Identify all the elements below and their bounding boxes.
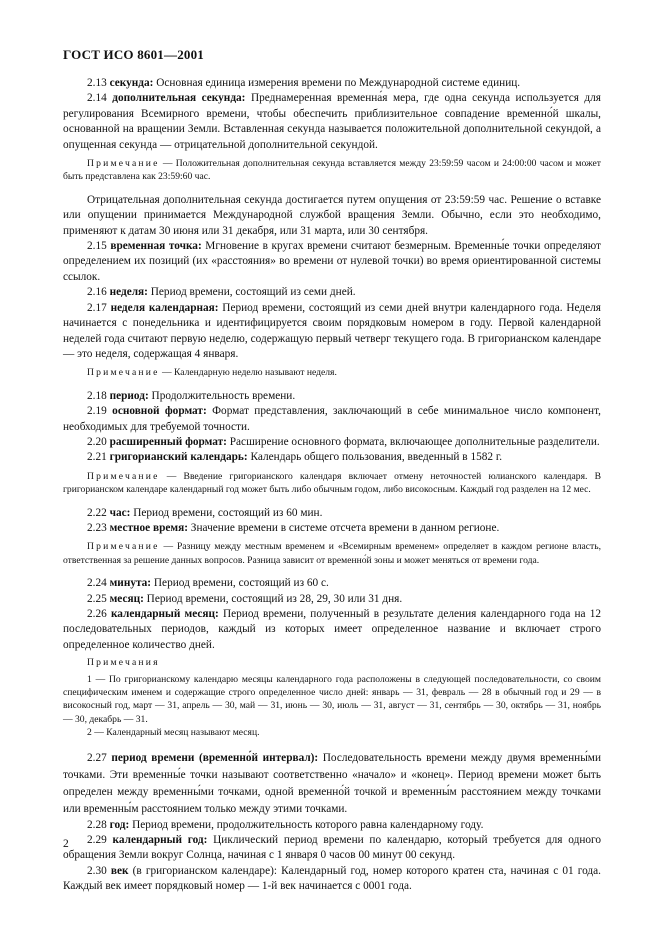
clause-text: Период времени, состоящий из 28, 29, 30 или 31 дня.: [143, 592, 403, 605]
clause-term: час:: [109, 506, 131, 519]
clause-2-17: [63, 301, 601, 363]
note-text: — Разницу между местным временем и «Всемирным временем» определяет в каждом регионе власть, ответственная за решение данных вопросов. Разница зависит от временно́й зоны и может меняться от времени года.: [63, 541, 601, 566]
clause-term: дополнительная секунда:: [112, 92, 246, 105]
clause-number: 2.29: [87, 834, 107, 847]
clause-number: 2.26: [87, 608, 107, 620]
clause-number: 2.25: [87, 592, 107, 605]
clause-term: век: [110, 864, 129, 877]
clause-2-16: [63, 285, 601, 300]
clause-2-25: [63, 592, 601, 607]
clause-term: расширенный формат:: [109, 435, 227, 448]
clause-number: 2.17: [87, 301, 107, 314]
clause-term: временная точка:: [110, 240, 202, 253]
clause-2-23: [63, 521, 601, 536]
clause-term: григорианский календарь:: [109, 451, 248, 464]
clause-term: основной формат:: [112, 405, 207, 418]
clause-2-20: [63, 435, 601, 450]
clause-term: календарный месяц:: [110, 608, 219, 620]
clause-text: Расширение основного формата, включающее дополнительные разделители.: [226, 435, 600, 448]
clause-2-26: [63, 607, 601, 653]
note-label: Примечания: [87, 657, 160, 669]
document-header: ГОСТ ИСО 8601—2001: [63, 47, 204, 62]
clause-term: год:: [109, 818, 130, 831]
note-text: — Положительная дополнительная секунда вставляется между 23:59:59 часом и 24:00:00 часом и может быть представлена как 23:59:60 час.: [63, 158, 601, 183]
clause-number: 2.24: [87, 577, 107, 590]
clause-text: Значение времени в системе отсчета времени в данном регионе.: [187, 521, 500, 534]
clause-number: 2.27: [87, 751, 107, 764]
clause-text: Период времени, состоящий из семи дней внутри календарного года. Неделя начинается с понедельника и идентифицируется своим порядковым номером в году. Первой календарной неделей года считают первую неделю, содержащую первый четверг текущего года. В григорианском календаре — это неделя, содержащая 4 января.: [63, 301, 601, 360]
clause-number: 2.30: [87, 864, 107, 877]
clause-text: Период времени, состоящий из 60 с.: [151, 577, 329, 590]
clause-text: Преднамеренная временна́я мера, где одна секунда используется для регулирования Всемирного времени, чтобы обеспечить приблизительное совпадение временно́й шкалы, основанной на вращении Земли. Вставленная секунда называется положительной дополнительной секундой, а опущенная секунда — отрицательной дополнительной секундой.: [63, 92, 602, 151]
notes-2-26-heading: [63, 656, 601, 669]
clause-term: неделя календарная:: [110, 301, 219, 314]
note-2-26-item-2: 2 — Календарный месяц называют месяц.: [87, 727, 260, 739]
clause-number: 2.18: [87, 389, 107, 402]
clause-2-19: [63, 404, 601, 435]
note-label: Примечание: [87, 367, 160, 379]
clause-text: Период времени, полученный в результате деления календарного года на 12 последовательных периодов, каждый из которых имеет определенное название и включает строго определенное количество дней.: [63, 608, 602, 651]
clause-term: период времени (временно́й интервал):: [111, 751, 319, 764]
clause-2-30: [63, 864, 601, 895]
clause-text: Циклический период времени по календарю, который требуется для одного обращения Земли вокруг Солнца, начиная с 1 января 0 часов 00 минут 00 секунд.: [63, 834, 602, 862]
clause-number: 2.28: [87, 818, 107, 831]
clause-text: Отрицательная дополнительная секунда достигается путем опущения от 23:59:59 час. Решение о вставке или опущении принимается Международной службой вращения Земли. Обычно, если это необходимо, применяют к датам 30 июня или 31 декабря, или 31 марта, или 30 сентября.: [63, 193, 601, 237]
note-2-14: [63, 157, 601, 184]
clause-2-21: [63, 450, 601, 465]
clause-number: 2.15: [87, 240, 107, 253]
clause-2-27: [63, 750, 601, 818]
clause-2-24: [63, 576, 601, 591]
note-text: — Введение григорианского календаря включает отмену неточностей юлианского календаря. В григорианском календаре календарный год может быть либо обычным годом, либо високосным. Каждый год разделен на 12 мес.: [63, 470, 601, 496]
clause-number: 2.14: [87, 92, 107, 105]
clause-term: календарный год:: [112, 834, 208, 847]
clause-term: период:: [109, 389, 149, 402]
clause-text: (в григорианском календаре): Календарный год, номер которого кратен ста, начиная с 01 года. Каждый век имеет порядковый номер — 1-й век начинается с 0001 года.: [63, 864, 601, 893]
clause-2-22: [63, 506, 601, 521]
clause-number: 2.13: [87, 77, 107, 89]
note-2-21: [63, 470, 601, 497]
note-text: — Календарную неделю называют неделя.: [159, 367, 337, 379]
document-body: [63, 76, 601, 895]
note-label: Примечание: [87, 158, 160, 170]
note-2-26-item-1: 1 — По григорианскому календарю месяцы календарного года расположены в следующей последовательности, со своим специфическим именем и содержащие строго определенное число дней: январь — 31, февраль — 28 в обычный год и 29 — в високосный год, март — 31, апрель — 30, май — 31, июнь — 30, июль — 31, август — 31, сентябрь — 30, октябрь — 31, ноябрь — 30, декабрь — 31.: [63, 673, 601, 725]
clause-2-28: [63, 818, 601, 833]
clause-term: секунда:: [109, 77, 154, 89]
clause-text: Мгновение в кругах времени считают безмерным. Временны́е точки определяют определением их позиций (их «расстояния» во времени от нулевой точки) во время ориентированной системы ссылок.: [63, 240, 601, 283]
clause-text: Продолжительность времени.: [148, 389, 296, 402]
note-2-23: [63, 540, 601, 567]
clause-text: Период времени, продолжительность которого равна календарному году.: [129, 818, 484, 831]
page-number: 2: [63, 838, 69, 850]
clause-2-29: [63, 833, 601, 864]
clause-number: 2.16: [87, 286, 107, 299]
clause-text: Последовательность времени между двумя временны́ми точками. Эти временны́е точки называют соответственно «начало» и «конец». Период времени может быть определен между временны́ми точками, одной временно́й точкой и временны́м расстоянием между точками или временны́м расстоянием только между этими точками.: [63, 751, 601, 815]
clause-number: 2.19: [87, 405, 107, 418]
clause-2-14-continued: [63, 193, 601, 239]
clause-term: минута:: [109, 577, 152, 590]
clause-text: Основная единица измерения времени по Международной системе единиц.: [153, 77, 521, 89]
clause-text: Период времени, состоящий из семи дней.: [147, 286, 356, 299]
clause-text: Календарь общего пользования, введенный в 1582 г.: [247, 451, 503, 464]
clause-term: местное время:: [109, 521, 188, 534]
clause-2-18: [63, 389, 601, 404]
note-2-17: [63, 366, 601, 379]
clause-text: Формат представления, заключающий в себе минимальное число компонент, необходимых для требуемой точности.: [63, 405, 601, 433]
clause-term: неделя:: [109, 286, 148, 299]
note-label: Примечание: [87, 470, 160, 482]
clause-text: Период времени, состоящий из 60 мин.: [130, 506, 323, 519]
clause-2-15: [63, 239, 601, 285]
clause-2-14: [63, 91, 601, 153]
clause-number: 2.23: [87, 521, 107, 534]
clause-2-13: [63, 76, 601, 91]
clause-number: 2.20: [87, 435, 107, 448]
clause-number: 2.22: [87, 506, 107, 519]
clause-term: месяц:: [109, 592, 144, 605]
clause-number: 2.21: [87, 451, 107, 464]
note-label: Примечание: [87, 541, 160, 553]
